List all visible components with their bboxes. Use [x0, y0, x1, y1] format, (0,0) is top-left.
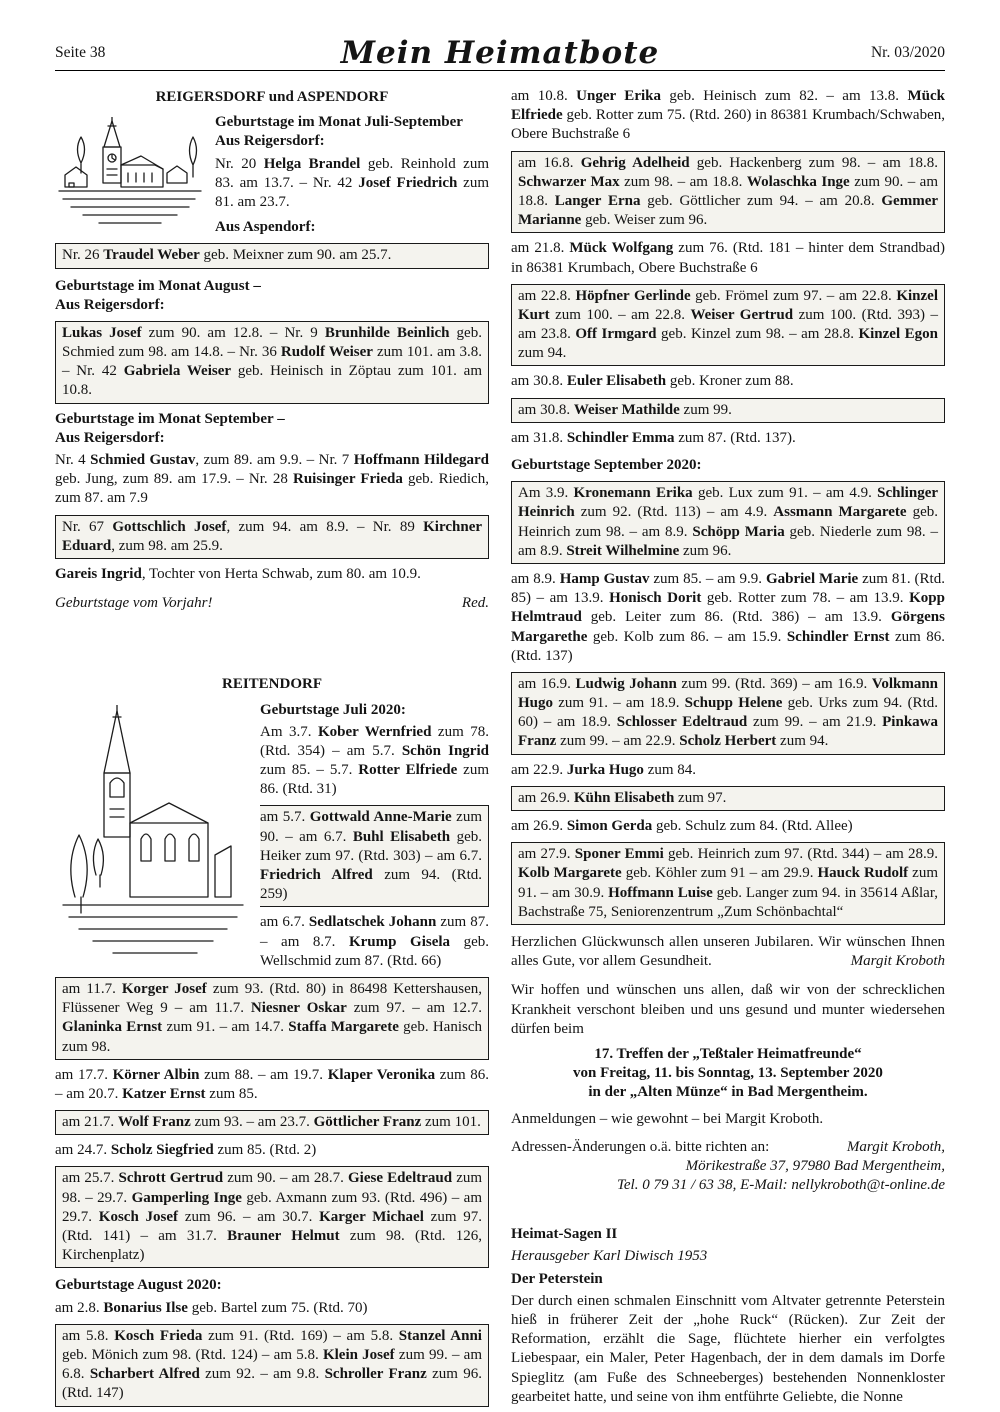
person-name: Schwarzer Max	[518, 173, 620, 190]
person-name: Schroller Franz	[324, 1366, 427, 1383]
text-run: , zum 94. am 8.9. – Nr. 89	[226, 518, 424, 535]
text-run: zum 91. – am 18.9.	[553, 695, 685, 712]
paragraph	[55, 1299, 489, 1318]
text-run: geb. Lux zum 91. – am 4.9.	[692, 485, 878, 502]
text-run: geb. Langer zum 94. in 35614 Aßlar, Bachstraße 75, Seniorenzentrum „Zum Schönbachtal“	[518, 884, 938, 920]
paragraph	[55, 1141, 489, 1160]
boxed-entry	[55, 515, 489, 559]
person-name: Karger Michael	[319, 1208, 424, 1225]
person-name: Schrott Gertrud	[118, 1170, 224, 1187]
boxed-entry	[511, 786, 945, 811]
person-name: Langer Erna	[554, 192, 641, 209]
boxed-entry	[511, 398, 945, 423]
person-name: Schmied Gustav	[90, 452, 196, 468]
boxed-entry	[511, 842, 945, 925]
person-name: Geburtstage August 2020:	[55, 1277, 222, 1294]
text-run: geb. Heinisch zum 82. – am 13.8.	[660, 88, 908, 104]
text-run: zum 91. – am 30.9.	[518, 865, 938, 901]
person-name: Scharbert Alfred	[89, 1366, 200, 1383]
boxed-entry	[55, 977, 489, 1060]
boxed-entry	[55, 321, 489, 404]
right-text	[462, 594, 489, 613]
text-run: zum 84.	[643, 761, 697, 778]
text-run: geb. Heinrich zum 98. – am 8.9.	[518, 504, 938, 540]
person-name: Hoffmann Hildegard	[353, 452, 489, 468]
person-name: Aus Aspendorf:	[215, 219, 316, 236]
text-run: Margit Kroboth,	[846, 1138, 945, 1155]
text-run: geb. Rotter zum 78. – am 13.9.	[701, 590, 910, 607]
person-name: Ludwig Johann	[575, 675, 677, 692]
person-name: Aus Reigersdorf:	[55, 429, 165, 446]
boxed-entry	[55, 1324, 489, 1407]
person-name: Schupp Helene	[684, 695, 783, 712]
text-run: Geburtstage vom Vorjahr!	[55, 595, 213, 612]
text-run: geb. Mönich zum 98. (Rtd. 124) – am 5.8.	[62, 1346, 323, 1363]
person-name: Krump Gisela	[348, 933, 451, 950]
paragraph	[55, 1066, 489, 1104]
person-name: Helga Brandel	[263, 155, 361, 172]
subheading-august-2020	[55, 1276, 489, 1295]
person-name: Klein Josef	[322, 1346, 395, 1363]
boxed-entry	[511, 284, 945, 367]
text-run: geb. Köhler zum 91 – am 29.9.	[621, 865, 818, 882]
text-run: am 22.8.	[518, 287, 576, 304]
person-name: Schlosser Edeltraud	[616, 714, 748, 731]
person-name: Kronemann Erika	[573, 485, 693, 502]
text-run: zum 81. am 23.7.	[215, 174, 490, 210]
person-name: Hoffmann Luise	[608, 884, 713, 901]
text-run: geb. Axmann zum 93. (Rtd. 496) – am 29.7.	[62, 1189, 482, 1225]
paragraph	[511, 87, 945, 145]
person-name: Friedrich Alfred	[260, 867, 373, 883]
person-name: Kolb Margarete	[518, 865, 622, 882]
boxed-entry	[55, 243, 489, 268]
text-run: geb. Kolb zum 86. – am 15.9.	[587, 628, 787, 645]
text-run: geb. Leiter zum 86. (Rtd. 386) – am 13.9.	[581, 609, 891, 626]
text-run: zum 90. am 12.8. – Nr. 9	[141, 324, 325, 341]
person-name: Katzer Ernst	[122, 1085, 206, 1102]
person-name: Körner Albin	[112, 1066, 200, 1083]
person-name: Kühn Elisabeth	[573, 789, 675, 806]
text-run: zum 94. (Rtd. 259)	[260, 867, 482, 903]
text-run: am 8.9.	[511, 570, 560, 587]
person-name: REITENDORF	[221, 676, 322, 693]
person-name: Jurka Hugo	[566, 761, 644, 778]
person-name: Gabriel Marie	[765, 570, 859, 587]
text-run: geb. Rotter zum 75. (Rtd. 260) in 86381 Krumbach/Schwaben, Obere Buchstraße 6	[511, 107, 945, 143]
person-name: Buhl Elisabeth	[352, 828, 451, 845]
text-run: zum 90. – am 18.8.	[518, 173, 938, 209]
person-name: Schindler Ernst	[786, 628, 890, 645]
subheading-august	[55, 277, 489, 315]
text-run: zum 90. – am 6.7.	[260, 809, 483, 845]
person-name: Schindler Emma	[566, 429, 675, 446]
text-run: zum 96. – am 30.7.	[178, 1208, 320, 1225]
text-run: geb. Bartel zum 75. (Rtd. 70)	[187, 1299, 368, 1316]
paragraph	[55, 565, 489, 584]
text-run: zum 94.	[776, 733, 829, 750]
text-run: zum 99. (Rtd. 369) – am 16.9.	[676, 675, 872, 692]
paragraph	[511, 1247, 945, 1266]
issue-number: Nr. 03/2020	[870, 44, 945, 62]
person-name: Kosch Josef	[98, 1208, 179, 1225]
text-run: geb. Urks zum 94. (Rtd. 60) – am 18.9.	[518, 695, 938, 731]
person-name: Gottwald Anne-Marie	[309, 809, 452, 826]
text-run: am 22.9.	[511, 761, 567, 778]
person-name: Sponer Emmi	[574, 846, 664, 863]
text-run: geb. Meixner zum 90. am 25.7.	[199, 247, 392, 264]
person-name: Geburtstage September 2020:	[511, 457, 702, 473]
person-name: Streit Wilhelmine	[566, 542, 680, 559]
person-name: Niesner Oskar	[250, 1000, 347, 1017]
text-run: Mörikestraße 37, 97980 Bad Mergentheim,	[685, 1157, 945, 1174]
text-run: am 27.9.	[518, 846, 575, 863]
text-run: zum 92. (Rtd. 113) – am 4.9.	[574, 504, 774, 521]
text-run: zum 99. – am 6.8.	[62, 1346, 483, 1383]
text-run: Am 3.9.	[518, 485, 574, 502]
vorjahr-note	[55, 594, 489, 613]
text-run: Wir hoffen und wünschen uns allen, daß wir von der schrecklichen Krankheit verschont bleiben und uns gesund und munter wiedersehen dürfen beim	[511, 982, 945, 1037]
text-run: geb. Reinhold zum 83. am 13.7. – Nr. 42	[215, 155, 489, 191]
heading-reitendorf	[55, 675, 489, 694]
paragraph	[511, 239, 945, 277]
page-header	[55, 24, 945, 71]
person-name: Klaper Veronika	[327, 1066, 436, 1083]
person-name: Wolaschka Inge	[746, 173, 850, 190]
person-name: Gareis Ingrid	[55, 565, 142, 582]
person-name: Geburtstage Juli 2020:	[260, 701, 406, 718]
person-name: Glaninka Ernst	[62, 1019, 163, 1036]
meeting-announcement	[511, 1045, 945, 1103]
text-run: Anmeldungen – wie gewohnt – bei Margit Kroboth.	[511, 1111, 824, 1128]
masthead-title: Mein Heimatbote	[340, 35, 660, 71]
text-run: zum 97. – am 12.7.	[346, 1000, 482, 1017]
person-name: Sedlatschek Johann	[308, 914, 437, 931]
person-name: Unger Erika	[576, 88, 661, 104]
text-run: Herausgeber Karl Diwisch 1953	[511, 1248, 708, 1265]
text-run: am 16.8.	[518, 154, 581, 171]
person-name: Geburtstage im Monat August –	[55, 277, 261, 294]
heading-heimat-sagen	[511, 1225, 945, 1244]
text-run: zum 88. – am 19.7.	[199, 1066, 328, 1083]
text-run: Nr. 67	[62, 518, 113, 535]
person-name: Ruisinger Frieda	[292, 471, 403, 488]
person-name: Hamp Gustav	[559, 570, 650, 587]
person-name: Scholz Siegfried	[110, 1142, 214, 1159]
boxed-entry	[511, 672, 945, 755]
text-run: zum 91. (Rtd. 169) – am 5.8.	[202, 1327, 399, 1344]
person-name: Stanzel Anni	[398, 1327, 482, 1344]
person-name: Lukas Josef	[62, 324, 142, 341]
text-run: geb. Schulz zum 84. (Rtd. Allee)	[652, 818, 853, 834]
text-run: geb. Heinisch in Zöptau zum 101. am 10.8.	[62, 363, 482, 399]
text-run: zum 90. – am 28.7.	[223, 1170, 349, 1187]
text-run: am 24.7.	[55, 1142, 111, 1159]
text-run: zum 85. – am 9.9.	[649, 570, 766, 587]
text-run: geb. Hanisch zum 98.	[62, 1019, 482, 1055]
paragraph	[511, 372, 945, 391]
text-run: geb. Frömel zum 97. – am 22.8.	[690, 287, 897, 304]
text-run: am 17.7.	[55, 1066, 113, 1083]
paragraph	[511, 761, 945, 780]
congratulation-paragraph	[511, 933, 945, 971]
text-run: geb. Wellschmid zum 87. (Rtd. 66)	[260, 933, 489, 969]
text-run: am 16.9.	[518, 675, 576, 692]
text-run: zum 97.	[674, 789, 727, 806]
person-name: Gabriela Weiser	[123, 363, 232, 380]
person-name: Schöpp Maria	[692, 523, 785, 540]
subheading-september	[55, 410, 489, 448]
boxed-entry	[511, 481, 945, 564]
subheading-september-2020	[511, 456, 945, 475]
text-run: am 11.7.	[62, 980, 122, 997]
paragraph	[511, 981, 945, 1039]
person-name: Gehrig Adelheid	[580, 154, 690, 171]
person-name: Kinzel Egon	[858, 326, 938, 343]
text-run: zum 91. – am 14.7.	[162, 1019, 289, 1036]
text-run: geb. Göttlicher zum 94. – am 20.8.	[640, 192, 882, 209]
text-run: am 30.8.	[518, 401, 574, 418]
person-name: Euler Elisabeth	[566, 373, 667, 390]
person-name: Aus Reigersdorf:	[55, 296, 165, 313]
text-run: zum 92. – am 9.8.	[199, 1366, 325, 1383]
text-run: am 6.7.	[260, 914, 309, 931]
text-run: am 21.7.	[62, 1114, 118, 1131]
text-run: zum 100. (Rtd. 393) – am 23.8.	[518, 306, 938, 343]
text-run: Nr. 4	[55, 452, 91, 468]
text-run: geb. Riedich, zum 87. am 7.9	[55, 471, 489, 507]
page-number: Seite 38	[55, 44, 106, 62]
address-change-note	[511, 1138, 945, 1196]
text-run: zum 81. (Rtd. 85) – am 13.9.	[511, 570, 945, 607]
person-name: von Freitag, 11. bis Sonntag, 13. September 2020	[573, 1065, 883, 1082]
paragraph	[511, 1292, 945, 1407]
text-run: zum 97. (Rtd. 141) – am 31.7.	[62, 1208, 483, 1244]
person-name: Assmann Margarete	[773, 504, 907, 521]
person-name: Weiser Gertrud	[690, 306, 794, 323]
person-name: Off Irmgard	[575, 326, 657, 343]
text-run: am 30.8.	[511, 373, 567, 390]
person-name: Geburtstage im Monat September –	[55, 410, 285, 427]
person-name: Honisch Dorit	[609, 590, 702, 607]
person-name: Geburtstage im Monat Juli-September	[215, 114, 463, 131]
boxed-entry	[511, 151, 945, 234]
text-run: am 31.8.	[511, 429, 567, 446]
person-name: Kinzel Kurt	[518, 287, 938, 323]
text-run: Herzlichen Glückwunsch allen unseren Jubilaren. Wir wünschen Ihnen alles Gute, vor allem Gesundheit.	[511, 933, 945, 970]
person-name: Korger Josef	[121, 980, 207, 997]
text-run: zum 94.	[518, 345, 567, 362]
person-name: Giese Edeltraud	[348, 1170, 453, 1187]
text-run: Der durch einen schmalen Einschnitt vom Altvater getrennte Peterstein hieß in früherer Zeit der „hohe Ruck“ (Rücken). Zur Zeit der Reformation, erzählt die Sage, flüchtete hierher ein verfolgtes Liebespaar, ein Maler, Peter Hagenbach, der in dem damals im Dorfe Spieglitz (am Fuße des Schneeberges) bestehenden Nonnenkloster gearbeitet hatte, und seine von ihm entführte Geliebte, die Nonne	[511, 1292, 945, 1405]
person-name: Gemmer Marianne	[518, 192, 939, 229]
text-run: zum 76. (Rtd. 181 – hinter dem Strandbad) in 86381 Krumbach, Obere Buchstraße 6	[511, 240, 946, 276]
person-name: Rudolf Weiser	[280, 344, 373, 361]
person-name: Brauner Helmut	[227, 1228, 340, 1244]
person-name: Gamperling Inge	[131, 1189, 242, 1206]
person-name: Görgens Margarethe	[511, 609, 945, 645]
text-run: geb. Heinrich zum 97. (Rtd. 344) – am 28.9.	[663, 846, 938, 863]
text-run: Tel. 0 79 31 / 63 38, E-Mail: nellykroboth@t-online.de	[616, 1177, 945, 1193]
person-name: Aus Reigersdorf:	[215, 133, 325, 150]
person-name: Höpfner Gerlinde	[575, 287, 691, 304]
text-run: am 5.7.	[260, 809, 310, 826]
person-name: 17. Treffen der „Teßtaler Heimatfreunde“	[594, 1045, 862, 1062]
text-run: geb. Kroner zum 88.	[666, 373, 794, 390]
boxed-entry	[55, 1166, 489, 1268]
person-name: Traudel Weber	[103, 247, 200, 264]
person-name: Scholz Herbert	[679, 733, 777, 750]
text-run: geb. Niederle zum 98. – am 8.9.	[518, 523, 938, 559]
paragraph	[55, 451, 489, 509]
person-name: Der Peterstein	[511, 1270, 603, 1287]
person-name: Wolf Franz	[117, 1114, 191, 1131]
text-run: zum 100. – am 22.8.	[549, 306, 691, 323]
text-run: geb. Jung, zum 89. am 17.9. – Nr. 28	[55, 471, 293, 488]
church-illustration-reigersdorf	[55, 115, 215, 238]
paragraph	[511, 570, 945, 666]
text-run: geb. Heiker zum 97. (Rtd. 303) – am 6.7.	[260, 828, 482, 864]
text-run: am 21.8.	[511, 240, 570, 257]
person-name: Kober Wernfried	[318, 723, 432, 740]
text-run: zum 98. – 29.7.	[62, 1170, 483, 1206]
text-run: , Tochter von Herta Schwab, zum 80. am 10.9.	[141, 565, 421, 582]
text-run: am 26.9.	[511, 818, 567, 834]
text-run: Nr. 26	[62, 247, 104, 264]
person-name: in der „Alten Münze“ in Bad Mergentheim.	[588, 1084, 868, 1101]
text-run: zum 93. (Rtd. 80) in 86498 Kettershausen, Flüssener Weg 9 – am 11.7.	[62, 980, 482, 1017]
person-name: Göttlicher Franz	[313, 1114, 422, 1131]
person-name: REIGERSDORF und ASPENDORF	[155, 89, 389, 105]
text-run: zum 98. – am 18.8.	[619, 173, 747, 190]
text-run: Am 3.7.	[260, 723, 318, 740]
person-name: Kopp Helmtraud	[511, 590, 945, 626]
text-run: zum 86. (Rtd. 31)	[260, 762, 490, 798]
text-run: geb. Hackenberg zum 98. – am 18.8.	[689, 154, 938, 171]
text-run: am 25.7.	[62, 1170, 119, 1187]
text-run: zum 99.	[679, 401, 732, 418]
person-name: Staffa Margarete	[288, 1019, 399, 1036]
text-run: am 2.8.	[55, 1299, 104, 1316]
text-run: zum 85.	[205, 1085, 258, 1102]
text-run: zum 86. – am 20.7.	[55, 1066, 490, 1102]
text-run: , zum 89. am 9.9. – Nr. 7	[195, 452, 354, 468]
text-run: Red.	[461, 595, 489, 612]
left-text	[55, 594, 213, 613]
text-run: am 26.9.	[518, 789, 574, 806]
text-run: zum 101. am 3.8. – Nr. 42	[62, 344, 482, 380]
person-name: Bonarius Ilse	[103, 1299, 188, 1316]
person-name: Schlinger Heinrich	[518, 485, 939, 521]
text-run: zum 101.	[421, 1114, 481, 1131]
person-name: Weiser Mathilde	[573, 401, 680, 418]
person-name: Heimat-Sagen II	[511, 1226, 618, 1243]
heading-peterstein	[511, 1270, 945, 1289]
text-run: geb. Kinzel zum 98. – am 28.8.	[656, 326, 859, 343]
text-run: zum 87. – am 8.7.	[260, 914, 490, 950]
person-name: Kosch Frieda	[114, 1327, 203, 1344]
person-name: Hauck Rudolf	[817, 865, 909, 882]
text-run: Nr. 20	[215, 155, 264, 172]
left-column	[55, 84, 489, 1412]
text-run: zum 99. – am 22.9.	[556, 733, 680, 750]
text-run: zum 86. (Rtd. 137)	[511, 628, 945, 664]
text-run: zum 85. (Rtd. 2)	[213, 1142, 317, 1159]
person-name: Simon Gerda	[566, 818, 653, 834]
paragraph	[511, 1110, 945, 1129]
text-run: Margit Kroboth	[850, 953, 945, 970]
article-columns	[55, 84, 945, 1412]
text-run: zum 96.	[679, 542, 732, 559]
person-name: Rotter Elfriede	[358, 762, 458, 779]
person-name: Pinkawa Franz	[518, 714, 938, 750]
text-run: zum 99. – am 21.9.	[747, 714, 883, 731]
person-name: Josef Friedrich	[358, 174, 458, 191]
paragraph	[511, 817, 945, 836]
text-run: am 5.8.	[62, 1327, 115, 1344]
text-run: zum 93. – am 23.7.	[190, 1114, 314, 1131]
text-run: zum 87. (Rtd. 137).	[674, 429, 796, 446]
heading-reigersdorf-aspendorf	[55, 88, 489, 107]
person-name: Gottschlich Josef	[112, 518, 227, 535]
person-name: Volkmann Hugo	[518, 675, 939, 712]
person-name: Kirchner Eduard	[62, 518, 483, 554]
person-name: Brunhilde Beinlich	[324, 324, 450, 341]
text-run: zum 85. – 5.7.	[260, 762, 359, 779]
church-illustration-reitendorf	[55, 703, 260, 970]
text-run: geb. Schmied zum 98. am 14.8. – Nr. 36	[62, 324, 482, 361]
person-name: Mück Wolfgang	[569, 240, 674, 257]
paragraph	[511, 429, 945, 448]
boxed-entry	[55, 1110, 489, 1135]
person-name: Mück Elfriede	[511, 88, 945, 124]
text-run: geb. Weiser zum 96.	[581, 212, 708, 229]
text-run: zum 96. (Rtd. 147)	[62, 1366, 482, 1402]
text-run: Adressen-Änderungen o.ä. bitte richten an:	[511, 1138, 770, 1155]
text-run: , zum 98. am 25.9.	[111, 537, 223, 554]
right-column	[511, 84, 945, 1412]
text-run: zum 98. (Rtd. 126, Kirchenplatz)	[62, 1228, 482, 1264]
text-run: zum 78. (Rtd. 354) – am 5.7.	[260, 723, 490, 759]
person-name: Schön Ingrid	[401, 742, 489, 759]
text-run: am 10.8.	[511, 88, 577, 104]
